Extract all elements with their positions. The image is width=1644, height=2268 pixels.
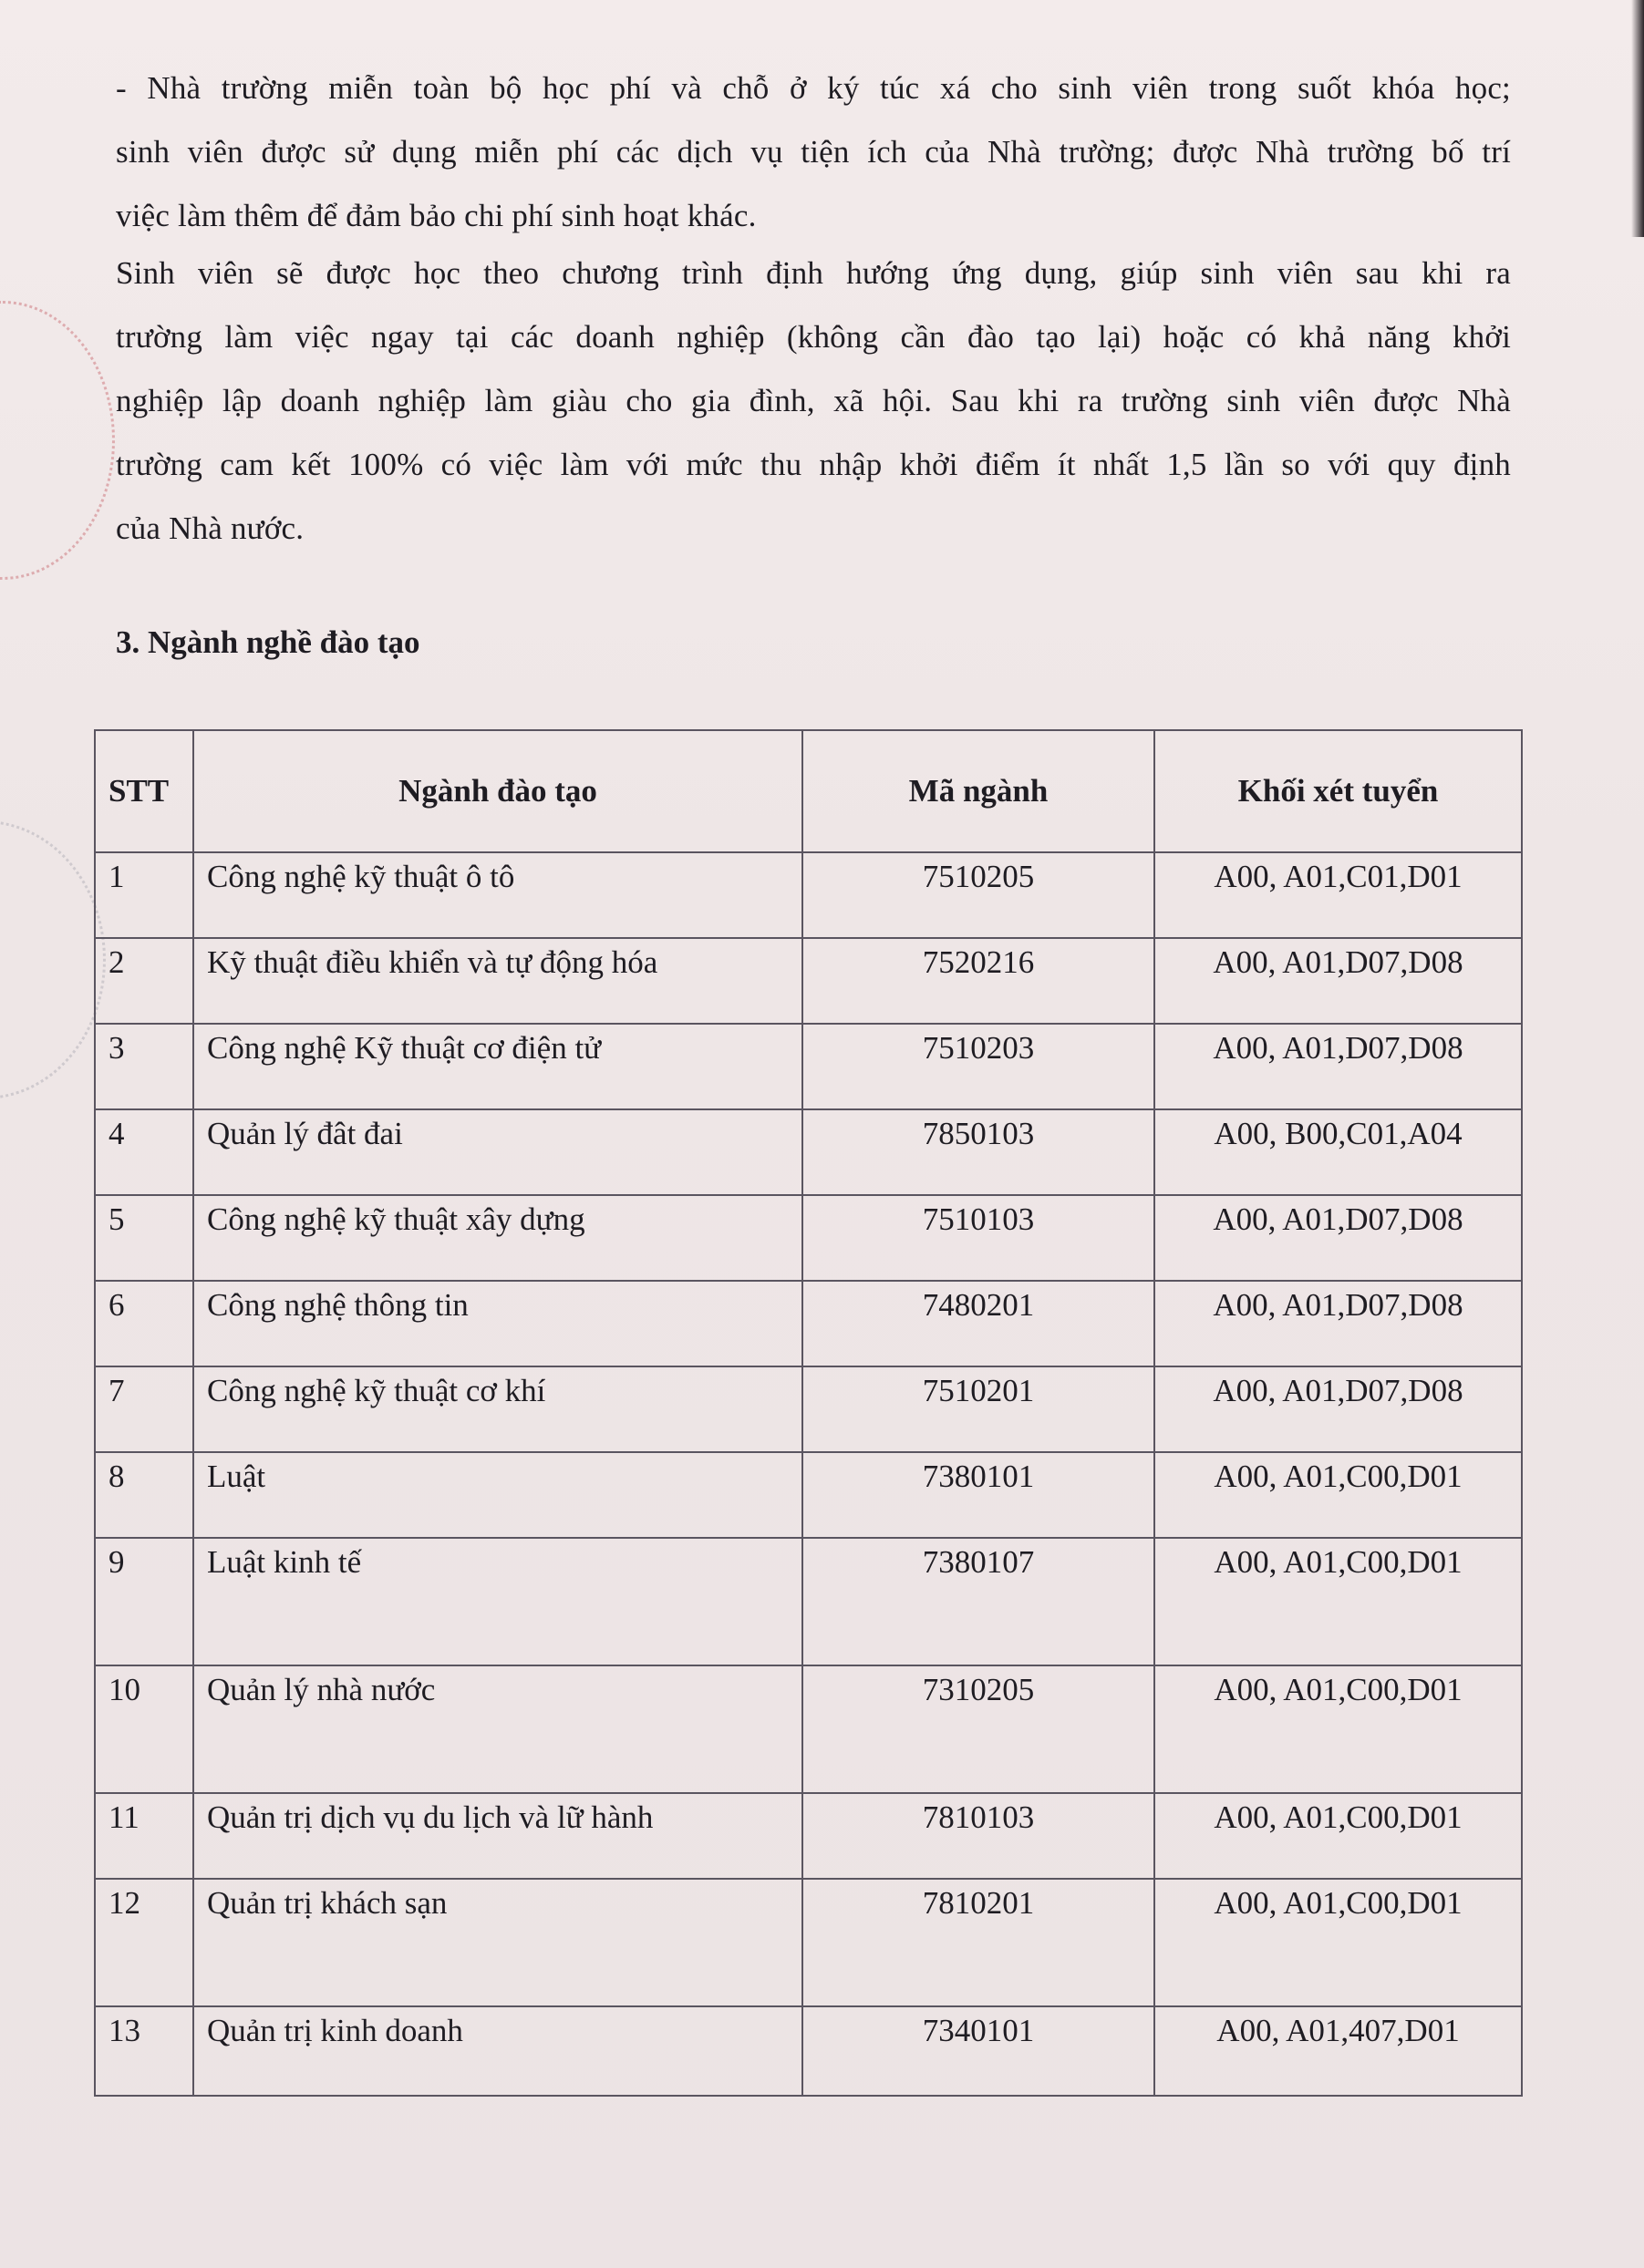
header-admission-block: Khối xét tuyển (1154, 730, 1522, 852)
cell-major-code: 7510203 (802, 1024, 1154, 1109)
faded-seal-stamp (0, 820, 106, 1099)
table-row (95, 852, 1522, 938)
cell-major-name: Kỹ thuật điều khiển và tự động hóa (193, 938, 802, 1024)
cell-admission-block: A00, A01,C00,D01 (1154, 1665, 1522, 1793)
paragraph-program (116, 242, 1511, 561)
cell-stt: 9 (95, 1538, 193, 1665)
cell-major-name: Công nghệ kỹ thuật cơ khí (193, 1366, 802, 1452)
section-heading: 3. Ngành nghề đào tạo (116, 624, 420, 660)
header-major-code: Mã ngành (802, 730, 1154, 852)
header-stt: STT (95, 730, 193, 852)
paragraph-line: - Nhà trường miễn toàn bộ học phí và chỗ ở ký túc xá cho sinh viên trong suốt khóa học; (116, 70, 1511, 106)
cell-stt: 6 (95, 1281, 193, 1366)
cell-stt: 13 (95, 2006, 193, 2096)
cell-stt: 2 (95, 938, 193, 1024)
cell-stt: 3 (95, 1024, 193, 1109)
cell-major-name: Quản lý đât đai (193, 1109, 802, 1195)
red-seal-stamp (0, 301, 115, 580)
cell-major-code: 7520216 (802, 938, 1154, 1024)
table-row (95, 2006, 1522, 2096)
cell-admission-block: A00, B00,C01,A04 (1154, 1109, 1522, 1195)
cell-stt: 5 (95, 1195, 193, 1281)
cell-admission-block: A00, A01,C00,D01 (1154, 1879, 1522, 2006)
cell-major-name: Công nghệ Kỹ thuật cơ điện tử (193, 1024, 802, 1109)
paragraph-line: Sinh viên sẽ được học theo chương trình định hướng ứng dụng, giúp sinh viên sau khi ra (116, 255, 1511, 291)
cell-major-code: 7380101 (802, 1452, 1154, 1538)
table-row (95, 1195, 1522, 1281)
table-row (95, 1281, 1522, 1366)
cell-major-code: 7380107 (802, 1538, 1154, 1665)
cell-major-code: 7510103 (802, 1195, 1154, 1281)
cell-major-code: 7510205 (802, 852, 1154, 938)
cell-major-code: 7340101 (802, 2006, 1154, 2096)
table-header-row (95, 730, 1522, 852)
cell-stt: 12 (95, 1879, 193, 2006)
table-row (95, 938, 1522, 1024)
cell-major-name: Công nghệ thông tin (193, 1281, 802, 1366)
cell-major-code: 7480201 (802, 1281, 1154, 1366)
table-row (95, 1452, 1522, 1538)
cell-major-name: Công nghệ kỹ thuật ô tô (193, 852, 802, 938)
cell-admission-block: A00, A01,C01,D01 (1154, 852, 1522, 938)
cell-major-code: 7810103 (802, 1793, 1154, 1879)
cell-major-name: Quản trị kinh doanh (193, 2006, 802, 2096)
table-row (95, 1366, 1522, 1452)
cell-admission-block: A00, A01,D07,D08 (1154, 1024, 1522, 1109)
cell-admission-block: A00, A01,C00,D01 (1154, 1538, 1522, 1665)
cell-stt: 1 (95, 852, 193, 938)
cell-major-code: 7850103 (802, 1109, 1154, 1195)
paragraph-line: của Nhà nước. (116, 510, 305, 546)
table-row (95, 1793, 1522, 1879)
cell-admission-block: A00, A01,D07,D08 (1154, 1281, 1522, 1366)
paragraph-line: trường làm việc ngay tại các doanh nghiệp (không cần đào tạo lại) hoặc có khả năng khởi (116, 319, 1511, 355)
cell-admission-block: A00, A01,C00,D01 (1154, 1452, 1522, 1538)
majors-table (94, 729, 1523, 2097)
cell-major-name: Quản trị khách sạn (193, 1879, 802, 2006)
cell-major-code: 7810201 (802, 1879, 1154, 2006)
cell-admission-block: A00, A01,D07,D08 (1154, 1366, 1522, 1452)
cell-major-name: Luật kinh tế (193, 1538, 802, 1665)
table-row (95, 1538, 1522, 1665)
paragraph-line: việc làm thêm để đảm bảo chi phí sinh hoạt khác. (116, 198, 757, 233)
cell-major-name: Quản trị dịch vụ du lịch và lữ hành (193, 1793, 802, 1879)
paragraph-line: sinh viên được sử dụng miễn phí các dịch vụ tiện ích của Nhà trường; được Nhà trường bố trí (116, 134, 1511, 170)
cell-admission-block: A00, A01,D07,D08 (1154, 1195, 1522, 1281)
cell-major-code: 7510201 (802, 1366, 1154, 1452)
page-edge-shadow (1631, 0, 1644, 237)
paragraph-tuition (116, 57, 1511, 248)
cell-major-code: 7310205 (802, 1665, 1154, 1793)
cell-stt: 8 (95, 1452, 193, 1538)
cell-stt: 10 (95, 1665, 193, 1793)
table-row (95, 1879, 1522, 2006)
paragraph-line: trường cam kết 100% có việc làm với mức thu nhập khởi điểm ít nhất 1,5 lần so với quy định (116, 447, 1511, 482)
table-row (95, 1109, 1522, 1195)
cell-admission-block: A00, A01,C00,D01 (1154, 1793, 1522, 1879)
header-major-name: Ngành đào tạo (193, 730, 802, 852)
cell-admission-block: A00, A01,D07,D08 (1154, 938, 1522, 1024)
cell-admission-block: A00, A01,407,D01 (1154, 2006, 1522, 2096)
paragraph-line: nghiệp lập doanh nghiệp làm giàu cho gia đình, xã hội. Sau khi ra trường sinh viên được Nhà (116, 383, 1511, 418)
cell-major-name: Luật (193, 1452, 802, 1538)
cell-stt: 7 (95, 1366, 193, 1452)
table-row (95, 1665, 1522, 1793)
cell-major-name: Công nghệ kỹ thuật xây dựng (193, 1195, 802, 1281)
cell-stt: 11 (95, 1793, 193, 1879)
table-row (95, 1024, 1522, 1109)
cell-stt: 4 (95, 1109, 193, 1195)
cell-major-name: Quản lý nhà nước (193, 1665, 802, 1793)
